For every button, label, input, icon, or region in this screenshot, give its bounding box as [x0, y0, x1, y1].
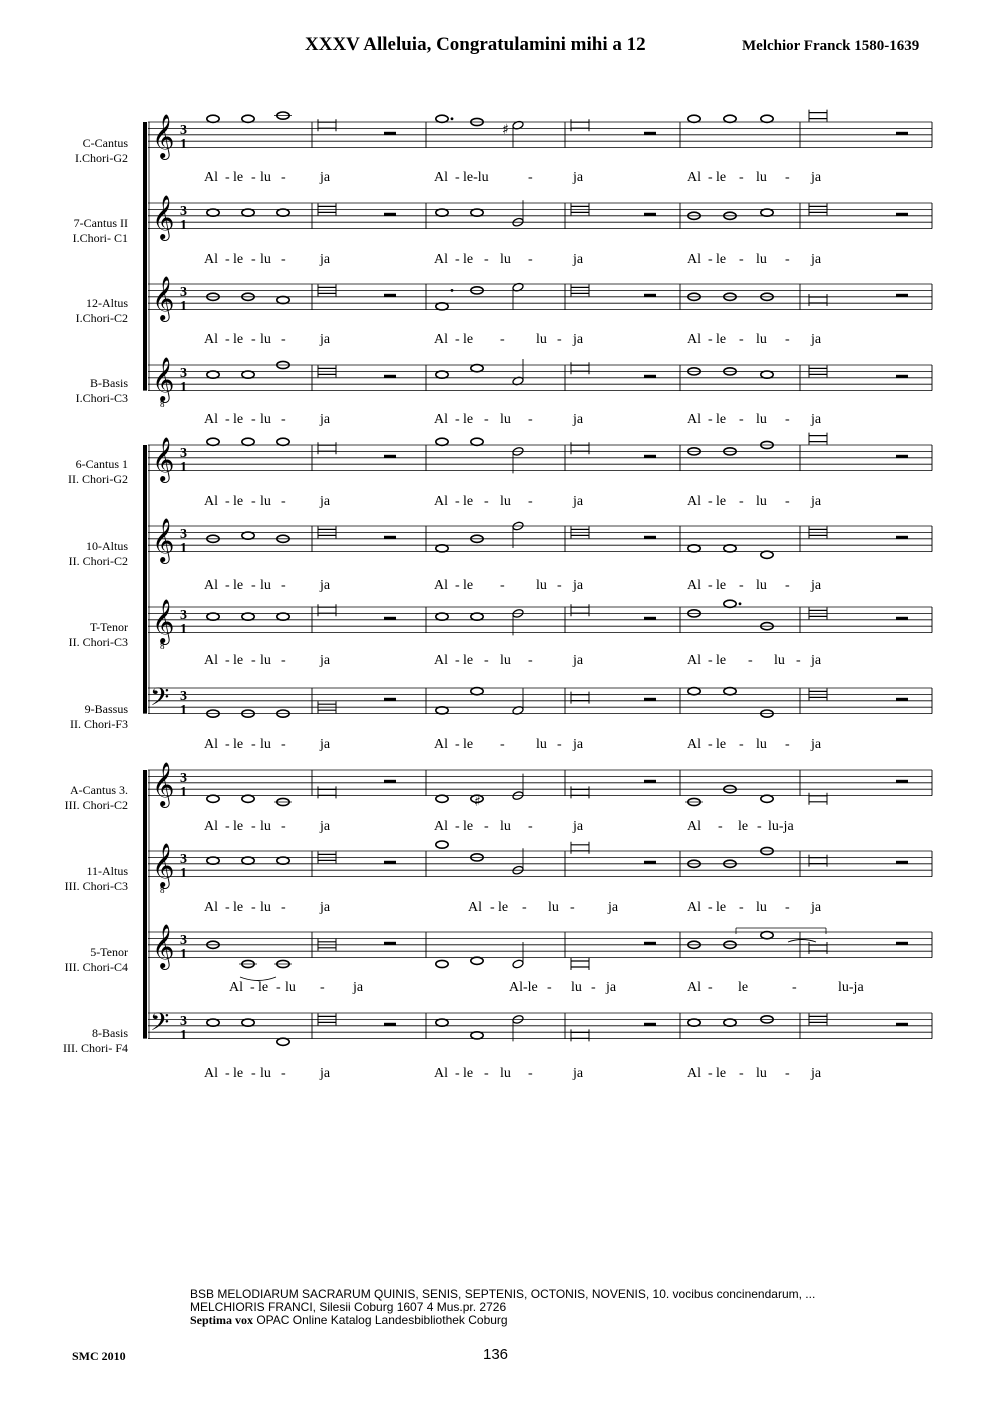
whole-note: [436, 303, 448, 310]
whole-note: [277, 209, 289, 216]
stave-label-4: B-Basis I.Chori-C3: [75, 376, 128, 405]
whole-note: [242, 438, 254, 445]
whole-note: [207, 857, 219, 864]
note-dot: [451, 289, 454, 292]
breve-rest: [384, 132, 396, 135]
breve-rest: [896, 861, 908, 864]
breve-rest: [384, 536, 396, 539]
breve-rest: [384, 861, 396, 864]
time-signature-top: 3: [180, 1014, 187, 1029]
breve-rest: [644, 780, 656, 783]
time-signature-top: 3: [180, 852, 187, 867]
breve-rest: [644, 617, 656, 620]
sharp-icon: ♯: [502, 122, 509, 138]
whole-note: [724, 600, 736, 607]
whole-note: [436, 841, 448, 848]
time-signature-bottom: 1: [180, 137, 187, 152]
bass-clef-icon: 𝄢: [150, 683, 170, 718]
breve-rest: [384, 294, 396, 297]
time-signature-bottom: 1: [180, 460, 187, 475]
whole-note: [277, 1038, 289, 1045]
octave-mark: 8: [160, 641, 165, 651]
breve-rest: [644, 294, 656, 297]
time-signature-bottom: 1: [180, 947, 187, 962]
time-signature-top: 3: [180, 527, 187, 542]
stave-label-1: C-Cantus I.Chori-G2: [75, 136, 128, 165]
whole-note: [724, 545, 736, 552]
whole-note: [688, 115, 700, 122]
treble-clef-icon: 𝄞: [152, 195, 175, 239]
stave-label-9: A-Cantus 3. III. Chori-C2: [64, 783, 128, 812]
whole-note: [242, 613, 254, 620]
whole-note: [761, 932, 773, 939]
whole-note: [277, 296, 289, 303]
stave-label-6: 10-Altus II. Chori-C2: [68, 539, 128, 568]
time-signature-bottom: 1: [180, 703, 187, 718]
stave-label-5: 6-Cantus 1 II. Chori-G2: [68, 457, 128, 486]
whole-note: [207, 613, 219, 620]
whole-note: [761, 209, 773, 216]
breve-rest: [644, 536, 656, 539]
treble-clef-icon: 𝄞: [152, 437, 175, 481]
breve-rest: [384, 780, 396, 783]
whole-note: [207, 371, 219, 378]
whole-note: [688, 1019, 700, 1026]
whole-note: [724, 1019, 736, 1026]
breve-rest: [644, 698, 656, 701]
whole-note: [436, 1019, 448, 1026]
breve-rest: [644, 942, 656, 945]
breve-rest: [896, 617, 908, 620]
whole-note: [688, 545, 700, 552]
note-dot: [451, 117, 454, 120]
time-signature-bottom: 1: [180, 785, 187, 800]
whole-note: [471, 613, 483, 620]
breve-rest: [384, 1023, 396, 1026]
whole-note: [761, 115, 773, 122]
whole-note: [207, 115, 219, 122]
time-signature-top: 3: [180, 366, 187, 381]
time-signature-bottom: 1: [180, 1028, 187, 1043]
stave-label-2: 7-Cantus II I.Chori- C1: [72, 216, 128, 245]
whole-note: [277, 613, 289, 620]
breve-rest: [644, 455, 656, 458]
breve-rest: [896, 455, 908, 458]
whole-note: [277, 438, 289, 445]
system-bracket: [143, 770, 147, 1039]
breve-rest: [644, 1023, 656, 1026]
time-signature-top: 3: [180, 285, 187, 300]
whole-note: [471, 365, 483, 372]
system-bracket: [143, 445, 147, 714]
whole-note: [436, 613, 448, 620]
whole-note: [242, 209, 254, 216]
treble-clef-icon: 𝄞: [152, 357, 175, 401]
page-number: 136: [483, 1346, 509, 1363]
whole-note: [688, 688, 700, 695]
treble-clef-icon: 𝄞: [152, 924, 175, 968]
half-note: [512, 959, 524, 969]
time-signature-top: 3: [180, 689, 187, 704]
whole-note: [436, 209, 448, 216]
breve-rest: [896, 375, 908, 378]
breve-rest: [644, 213, 656, 216]
whole-note: [242, 1019, 254, 1026]
stave-label-7: T-Tenor II. Chori-C3: [68, 620, 128, 649]
breve-rest: [384, 698, 396, 701]
tie-slur: [788, 940, 816, 943]
whole-note: [471, 1032, 483, 1039]
whole-note: [471, 957, 483, 964]
stave-label-8: 9-Bassus II. Chori-F3: [70, 702, 128, 731]
breve-rest: [896, 294, 908, 297]
treble-clef-icon: 𝄞: [152, 114, 175, 158]
stave-label-12: 8-Basis III. Chori- F4: [63, 1026, 128, 1055]
octave-mark: 8: [160, 885, 165, 895]
source-line-1: BSB MELODIARUM SACRARUM QUINIS, SENIS, SEPTENIS, OCTONIS, NOVENIS, 10. vocibus concinendarum, ...: [190, 1287, 816, 1301]
whole-note: [436, 707, 448, 714]
source-line-3: Septima vox OPAC Online Katalog Landesbibliothek Coburg: [190, 1313, 508, 1327]
stave-label-10: 11-Altus III. Chori-C3: [64, 864, 128, 893]
whole-note: [724, 688, 736, 695]
whole-note: [436, 371, 448, 378]
whole-note: [207, 795, 219, 802]
whole-note: [761, 551, 773, 558]
breve-rest: [384, 455, 396, 458]
whole-note: [207, 1019, 219, 1026]
breve-rest: [896, 132, 908, 135]
whole-note: [761, 795, 773, 802]
treble-clef-icon: 𝄞: [152, 599, 175, 643]
whole-note: [724, 115, 736, 122]
whole-note: [436, 795, 448, 802]
stave-label-11: 5-Tenor III. Chori-C4: [64, 945, 128, 974]
breve-rest: [896, 536, 908, 539]
breve-rest: [896, 698, 908, 701]
whole-note: [436, 960, 448, 967]
treble-clef-icon: 𝄞: [152, 843, 175, 887]
time-signature-bottom: 1: [180, 866, 187, 881]
time-signature-top: 3: [180, 446, 187, 461]
whole-note: [207, 438, 219, 445]
treble-clef-icon: 𝄞: [152, 762, 175, 806]
whole-note: [207, 209, 219, 216]
breve-rest: [896, 213, 908, 216]
source-citation: [190, 1288, 815, 1327]
system-bracket: [143, 122, 147, 391]
whole-note: [471, 688, 483, 695]
breve-rest: [644, 132, 656, 135]
breve-rest: [896, 780, 908, 783]
time-signature-top: 3: [180, 123, 187, 138]
time-signature-top: 3: [180, 933, 187, 948]
breve-rest: [384, 617, 396, 620]
whole-note: [471, 438, 483, 445]
whole-note: [242, 857, 254, 864]
whole-note: [242, 115, 254, 122]
time-signature-bottom: 1: [180, 299, 187, 314]
time-signature-bottom: 1: [180, 380, 187, 395]
composer-name: Melchior Franck 1580-1639: [742, 38, 920, 54]
time-signature-top: 3: [180, 771, 187, 786]
octave-mark: 8: [160, 399, 165, 409]
treble-clef-icon: 𝄞: [152, 518, 175, 562]
whole-note: [242, 371, 254, 378]
page-title: XXXV Alleluia, Congratulamini mihi a 12: [305, 34, 646, 55]
breve-rest: [384, 375, 396, 378]
breve-rest: [644, 861, 656, 864]
whole-note: [761, 371, 773, 378]
treble-clef-icon: 𝄞: [152, 276, 175, 320]
breve-rest: [644, 375, 656, 378]
breve-rest: [384, 213, 396, 216]
source-line-2: MELCHIORIS FRANCI, Silesii Coburg 1607 4 Mus.pr. 2726: [190, 1300, 507, 1314]
whole-note: [242, 795, 254, 802]
whole-note: [436, 115, 448, 122]
breve-rest: [384, 942, 396, 945]
whole-note: [277, 857, 289, 864]
whole-note: [471, 209, 483, 216]
time-signature-top: 3: [180, 608, 187, 623]
time-signature-bottom: 1: [180, 622, 187, 637]
breve-rest: [896, 942, 908, 945]
breve-rest: [896, 1023, 908, 1026]
note-dot: [739, 602, 742, 605]
time-signature-bottom: 1: [180, 218, 187, 233]
whole-note: [436, 545, 448, 552]
time-signature-bottom: 1: [180, 541, 187, 556]
footer-left: SMC 2010: [72, 1349, 126, 1363]
stave-label-3: 12-Altus I.Chori-C2: [75, 296, 128, 325]
whole-note: [242, 532, 254, 539]
bass-clef-icon: 𝄢: [150, 1008, 170, 1043]
time-signature-top: 3: [180, 204, 187, 219]
sharp-icon: ♯: [474, 794, 481, 810]
whole-note: [436, 438, 448, 445]
